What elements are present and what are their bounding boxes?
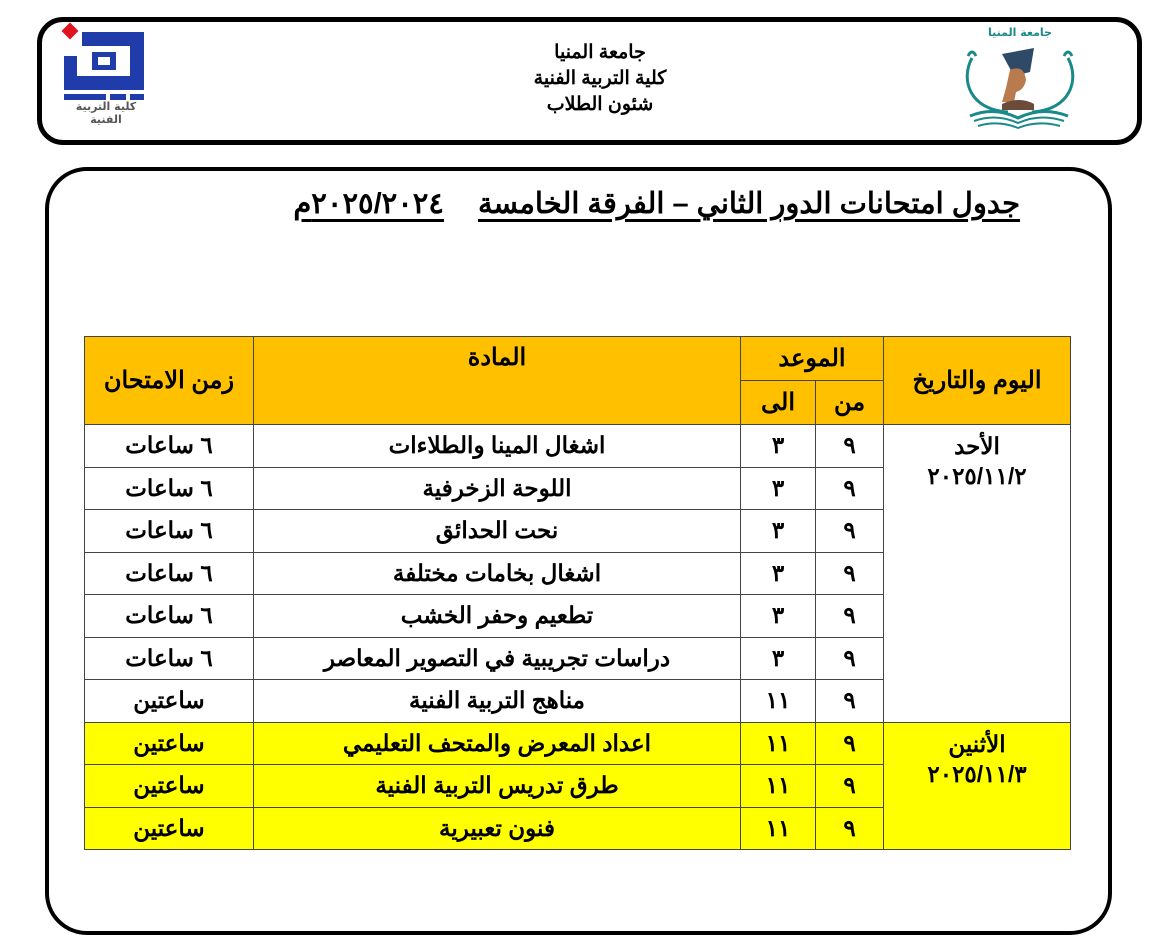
- university-name: جامعة المنيا: [554, 42, 646, 63]
- from-cell: ٩: [816, 467, 884, 510]
- from-cell: ٩: [816, 552, 884, 595]
- from-cell: ٩: [816, 637, 884, 680]
- to-cell: ٣: [741, 552, 816, 595]
- header-to: الى: [741, 381, 816, 425]
- header-time: الموعد: [741, 337, 884, 381]
- day-date-cell: [884, 425, 1071, 723]
- header-day-date: اليوم والتاريخ: [884, 337, 1071, 425]
- header-from: من: [816, 381, 884, 425]
- to-cell: ١١: [741, 722, 816, 765]
- subject-cell: تطعيم وحفر الخشب: [254, 595, 741, 638]
- duration-cell: ساعتين: [85, 722, 254, 765]
- from-cell: ٩: [816, 807, 884, 850]
- subject-cell: اللوحة الزخرفية: [254, 467, 741, 510]
- to-cell: ٣: [741, 637, 816, 680]
- schedule-body: [85, 425, 1071, 850]
- from-cell: ٩: [816, 425, 884, 468]
- duration-cell: ٦ ساعات: [85, 467, 254, 510]
- day-name: الأحد: [954, 433, 1000, 459]
- duration-cell: ساعتين: [85, 807, 254, 850]
- academic-year: ٢٠٢٥/٢٠٢٤م: [293, 188, 444, 220]
- subject-cell: مناهج التربية الفنية: [254, 680, 741, 723]
- university-logo-text: جامعة المنيا: [988, 26, 1052, 39]
- department-name: شئون الطلاب: [546, 94, 654, 115]
- duration-cell: ٦ ساعات: [85, 425, 254, 468]
- table-row: [85, 425, 1071, 468]
- from-cell: ٩: [816, 510, 884, 553]
- faculty-logo-mark-icon: [60, 22, 152, 102]
- table-row: [85, 722, 1071, 765]
- from-cell: ٩: [816, 722, 884, 765]
- header-subject: المادة: [254, 337, 741, 425]
- title-text: جدول امتحانات الدور الثاني – الفرقة الخامسة: [477, 188, 1020, 220]
- duration-cell: ساعتين: [85, 765, 254, 808]
- day-name: الأثنين: [948, 730, 1006, 757]
- subject-cell: طرق تدريس التربية الفنية: [254, 765, 741, 808]
- faculty-name: كلية التربية الفنية: [533, 68, 667, 89]
- duration-cell: ٦ ساعات: [85, 595, 254, 638]
- subject-cell: نحت الحدائق: [254, 510, 741, 553]
- to-cell: ٣: [741, 595, 816, 638]
- university-logo: [950, 20, 1090, 130]
- to-cell: ٣: [741, 425, 816, 468]
- duration-cell: ساعتين: [85, 680, 254, 723]
- from-cell: ٩: [816, 680, 884, 723]
- page-title: [130, 186, 1020, 221]
- to-cell: ٣: [741, 467, 816, 510]
- subject-cell: اعداد المعرض والمتحف التعليمي: [254, 722, 741, 765]
- duration-cell: ٦ ساعات: [85, 510, 254, 553]
- faculty-logo-text: كلية التربية الفنية: [75, 100, 137, 126]
- from-cell: ٩: [816, 595, 884, 638]
- faculty-logo: [60, 22, 152, 126]
- exam-date: ٢٠٢٥/١١/٣: [927, 760, 1027, 787]
- duration-cell: ٦ ساعات: [85, 637, 254, 680]
- subject-cell: فنون تعبيرية: [254, 807, 741, 850]
- to-cell: ١١: [741, 765, 816, 808]
- to-cell: ٣: [741, 510, 816, 553]
- exam-date: ٢٠٢٥/١١/٢: [927, 463, 1027, 489]
- to-cell: ١١: [741, 680, 816, 723]
- subject-cell: اشغال بخامات مختلفة: [254, 552, 741, 595]
- subject-cell: اشغال المينا والطلاءات: [254, 425, 741, 468]
- header-duration: زمن الامتحان: [85, 337, 254, 425]
- day-date-cell: [884, 722, 1071, 850]
- from-cell: ٩: [816, 765, 884, 808]
- duration-cell: ٦ ساعات: [85, 552, 254, 595]
- to-cell: ١١: [741, 807, 816, 850]
- subject-cell: دراسات تجريبية في التصوير المعاصر: [254, 637, 741, 680]
- letterhead-text: [400, 40, 800, 118]
- exam-schedule-table: [84, 336, 1071, 850]
